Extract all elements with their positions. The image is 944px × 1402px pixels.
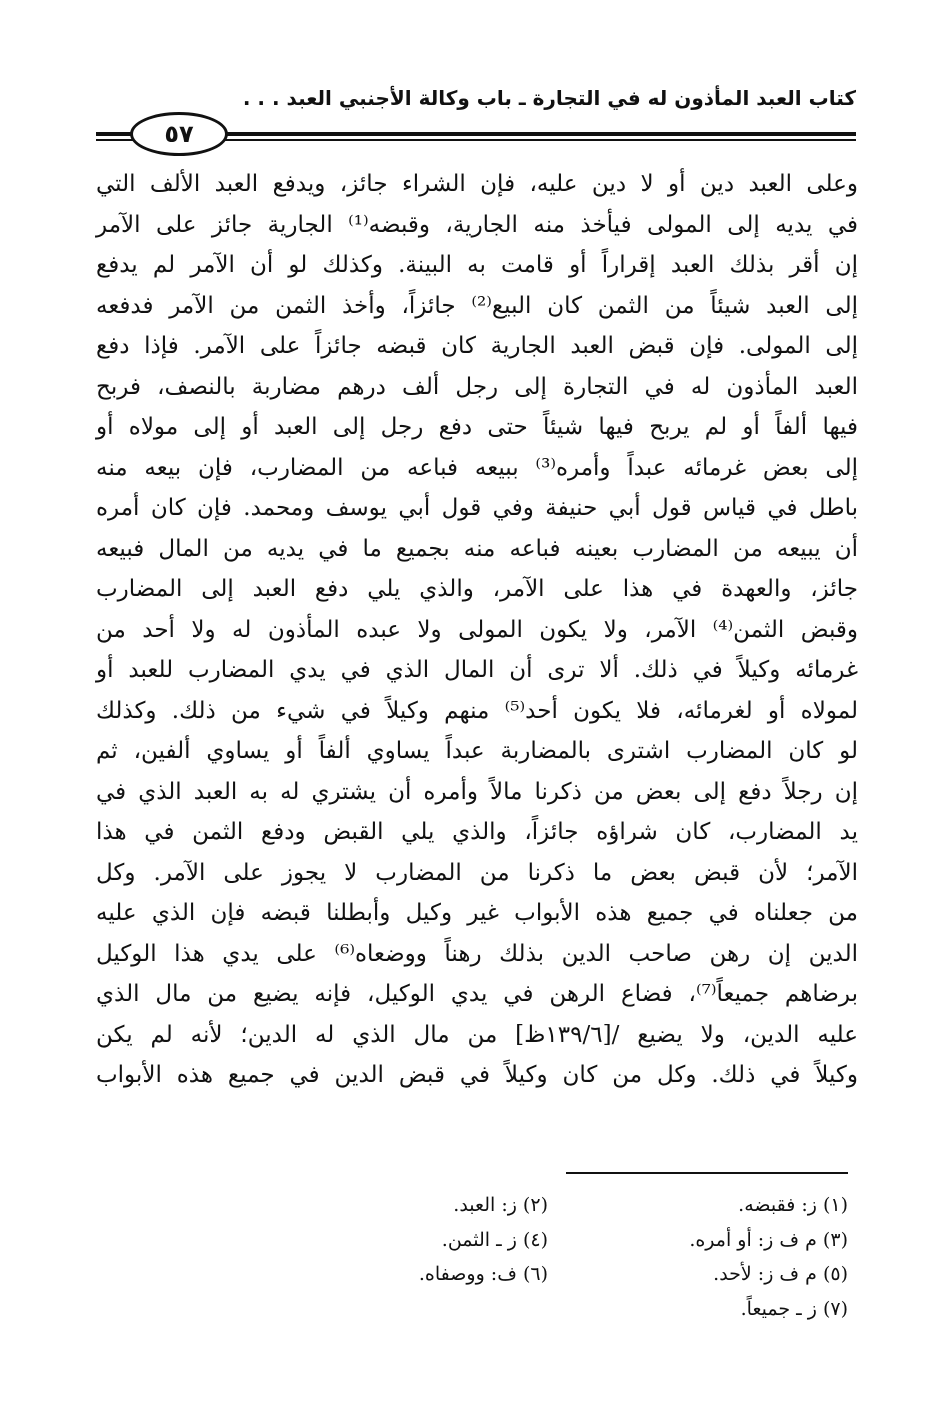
text-line: لو كان المضارب اشترى بالمضاربة عبداً يساوي ألفاً أو يساوي ألفين، ثم (96, 738, 859, 764)
text-line: برضاهم جميعاً⁽⁷⁾، فضاع الرهن في يدي الوكيل، فإنه يضيع من مال الذي (96, 981, 858, 1007)
text-line: باطل في قياس قول أبي حنيفة وفي قول أبي يوسف ومحمد. فإن كان أمره (96, 495, 858, 521)
text-line: غرمائه وكيلاً في ذلك. ألا ترى أن المال الذي في يدي المضارب للعبد أو (96, 657, 858, 683)
header-title: كتاب العبد المأذون له في التجارة ـ باب وكالة الأجنبي العبد . . . (242, 86, 856, 110)
text-line: إن أقر بذلك العبد إقراراً أو قامت به البينة. وكذلك لو أن الآمر لم يدفع (96, 252, 858, 278)
text-line: إلى بعض غرمائه عبداً وأمره⁽³⁾ ببيعه فباعه من المضارب، فإن بيعه منه (96, 454, 858, 481)
footnote: (٧) ز ـ جميعاً. (740, 1297, 848, 1320)
text-line: العبد المأذون له في التجارة إلى رجل ألف درهم مضاربة بالنصف، فربح (96, 373, 858, 400)
text-line: وقبض الثمن⁽⁴⁾ الآمر، ولا يكون المولى ولا عبده المأذون له ولا أحد من (96, 616, 858, 643)
footnote: (١) ز: فقبضه. (738, 1194, 848, 1216)
footnote-row (248, 1188, 848, 1223)
footnote: (٥) م ف ز: لأحد. (713, 1263, 848, 1285)
text-line: وعلى العبد دين أو لا دين عليه، فإن الشراء جائز، ويدفع العبد الألف التي (96, 171, 858, 197)
text-line: جائز، والعهدة في هذا على الآمر، والذي يلي دفع العبد إلى المضارب (96, 576, 858, 602)
footnote-separator (566, 1172, 848, 1174)
text-line: الدين إن رهن صاحب الدين بذلك رهناً ووضعاه⁽⁶⁾ على يدي هذا الوكيل (96, 940, 858, 967)
footnote: (٦) ف: ووصفاه. (418, 1263, 548, 1285)
text-line: إن رجلاً دفع إلى بعض من ذكرنا مالاً وأمره أن يشتري له به العبد الذي في (96, 778, 858, 805)
footnote: (٣) م ف ز: أو أمره. (689, 1228, 848, 1251)
footnote-row (248, 1257, 848, 1292)
footnote: (٤) ز ـ الثمن. (441, 1228, 548, 1251)
footnote-row (248, 1292, 848, 1327)
text-line: أن يبيعه من المضارب بعينه فباعه منه بجميع ما في يديه من المال فبيعه (96, 535, 858, 562)
text-line: وكيلاً في ذلك. وكل من كان وكيلاً في قبض الدين في جميع هذه الأبواب (96, 1062, 858, 1088)
footnote-row (248, 1223, 848, 1258)
page-number: ٥٧ (164, 120, 194, 148)
text-line: إلى العبد شيئاً من الثمن كان البيع⁽²⁾ جائزاً، وأخذ الثمن من الآمر فدفعه (96, 292, 858, 319)
text-line: إلى المولى. فإن قبض العبد الجارية كان قبضه جائزاً على الآمر. فإذا دفع (96, 333, 858, 359)
text-line: الآمر؛ لأن قبض بعض ما ذكرنا من المضارب لا يجوز على الآمر. وكل (96, 859, 858, 886)
text-line: من جعلناه في جميع هذه الأبواب غير وكيل وأبطلنا قبضه فإن الذي عليه (96, 900, 858, 926)
text-line: عليه الدين، ولا يضيع /[١٣٩/٦ظ] من مال الذي له الدين؛ لأنه لم يكن (96, 1021, 858, 1048)
text-line: لمولاه أو لغرمائه، فلا يكون أحد⁽⁵⁾ منهم وكيلاً في شيء من ذلك. وكذلك (96, 697, 859, 724)
footnotes (248, 1188, 848, 1326)
running-header (96, 86, 856, 146)
text-line: يد المضارب، كان شراؤه جائزاً، والذي يلي القبض ودفع الثمن في هذا (96, 819, 858, 845)
text-line: فيها ألفاً أو لم يربح فيها شيئاً حتى دفع رجل إلى العبد أو إلى مولاه أو (96, 414, 858, 440)
footnote: (٢) ز: العبد. (453, 1194, 548, 1216)
footnote (248, 1292, 548, 1327)
text-line: في يديه إلى المولى فيأخذ منه الجارية، وقبضه⁽¹⁾ الجارية جائز على الآمر (96, 211, 859, 238)
body-text (96, 164, 858, 1096)
page-number-badge (130, 112, 228, 156)
